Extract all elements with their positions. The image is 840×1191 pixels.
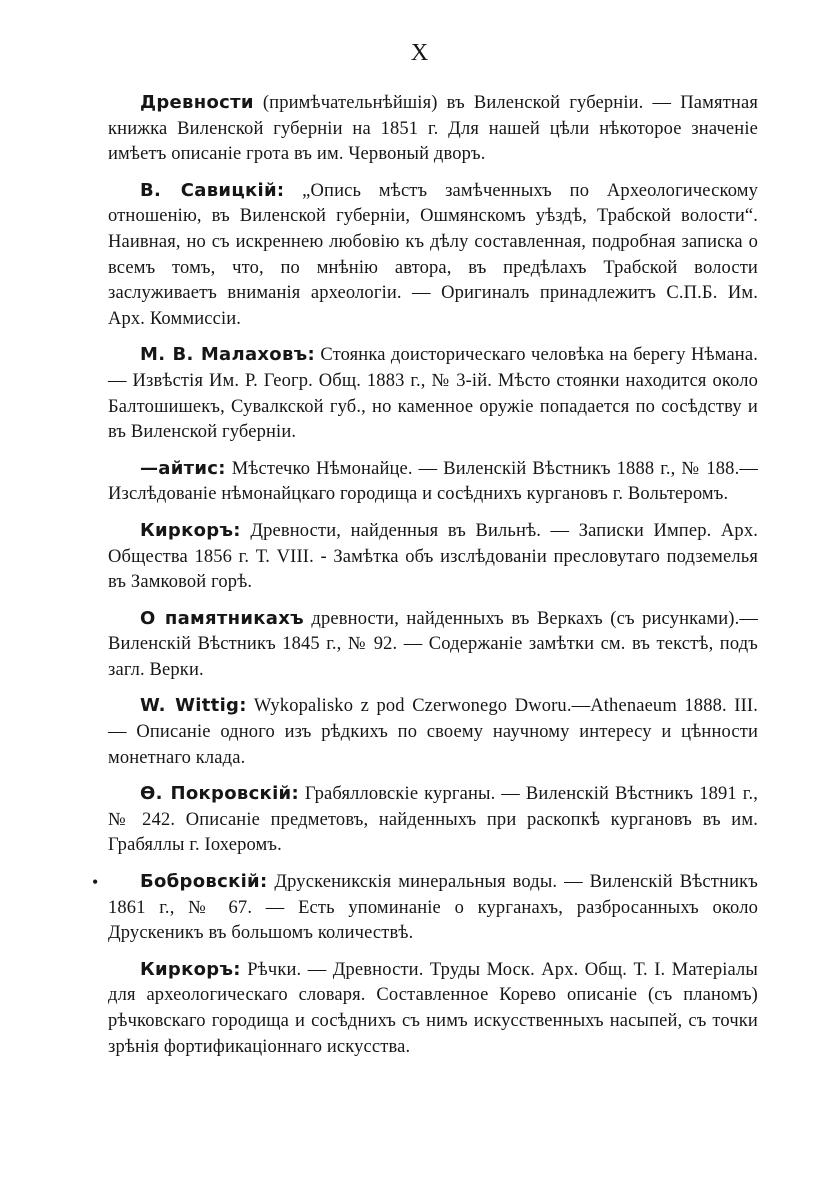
bibliography-entry [108, 693, 758, 771]
entry-text: Wykopalisko z pod Czerwonego Dworu.—Athenaeum 1888. III. — Описанiе одного изъ рѣдкихъ по своему научному интересу и цѣнности монетнаго клада. [108, 696, 758, 768]
entry-heading: Бобровскiй: [140, 871, 268, 893]
entry-heading: —айтис: [140, 457, 226, 479]
bibliography-entry [108, 869, 758, 947]
entry-heading: W. Wittig: [140, 695, 247, 717]
entry-heading: М. В. Малаховъ: [140, 344, 315, 366]
entry-text: (примѣчательнѣйшiя) въ Виленской губернiи. — Памятная книжка Виленской губернiи на 1851 г. Для нашей цѣли нѣкоторое значенiе имѣетъ описанiе грота въ им. Червоный дворъ. [108, 93, 758, 165]
bibliography-entry [108, 178, 758, 333]
entry-text: Друскеникскiя минеральныя воды. — Виленскiй Вѣстникъ 1861 г., № 67. — Есть упоминанiе о курганахъ, разбросанныхъ около Друскеникъ въ большомъ количествѣ. [108, 872, 758, 944]
entry-text: Рѣчки. — Древности. Труды Моск. Арх. Общ. Т. I. Матерiалы для археологическаго словаря. Составленное Корево описанiе (съ планомъ) рѣчковскаго городища и сосѣднихъ съ нимъ искусственныхъ насыпей, съ точки зрѣнiя фортификацiоннаго искусства. [108, 959, 758, 1057]
bibliography-entry [108, 342, 758, 445]
entry-text: Мѣстечко Нѣмонайце. — Виленскiй Вѣстникъ 1888 г., № 188.—Изслѣдованiе нѣмонайцкаго городища и сосѣднихъ кургановъ г. Вольтеромъ. [108, 458, 758, 505]
entry-text: Грабялловскiе курганы. — Виленскiй Вѣстникъ 1891 г., № 242. Описанiе предметовъ, найденныхъ при раскопкѣ кургановъ въ им. Грабяллы г. Iохеромъ. [108, 784, 758, 856]
bibliography-entry [108, 781, 758, 859]
bibliography-entry [108, 456, 758, 508]
entry-heading: О памятникахъ [140, 607, 304, 629]
entry-heading: Киркоръ: [140, 519, 241, 541]
entry-heading: В. Савицкiй: [140, 179, 285, 201]
entry-heading: Киркоръ: [140, 958, 241, 980]
bibliography-entries [108, 90, 758, 1070]
bibliography-entry [108, 518, 758, 596]
margin-mark: • [92, 872, 99, 892]
entry-text: „Опись мѣстъ замѣченныхъ по Археологическому отношенiю, въ Виленской губернiи, Ошмянскомъ уѣздѣ, Трабской волости“. Наивная, но съ искреннею любовiю къ дѣлу составленная, подробная записка о всемъ томъ, что, по мнѣнiю автора, въ предѣлахъ Трабской волости заслуживаетъ вниманiя археологiи. — Оригиналъ принадлежитъ С.П.Б. Им. Арх. Коммиссiи. [108, 180, 758, 329]
bibliography-entry [108, 90, 758, 168]
bibliography-entry [108, 957, 758, 1060]
bibliography-entry [108, 606, 758, 684]
entry-heading: Ѳ. Покровскiй: [140, 783, 299, 805]
entry-text: Стоянка доисторическаго человѣка на берегу Нѣмана. — Извѣстiя Им. Р. Геогр. Общ. 1883 г., № 3-iй. Мѣсто стоянки находится около Балтошишекъ, Сувалкской губ., но каменное оружiе попадается по сосѣдству и въ Виленской губернiи. [108, 345, 758, 443]
entry-heading: Древности [140, 92, 254, 113]
entry-text: Древности, найденныя въ Вильнѣ. — Записки Импер. Арх. Общества 1856 г. Т. VIII. - Замѣтка объ изслѣдованiи пресловутаго подземелья въ Замковой горѣ. [108, 520, 758, 593]
page-number: X [410, 40, 430, 66]
entry-text: древности, найденныхъ въ Веркахъ (съ рисунками).—Виленскiй Вѣстникъ 1845 г., № 92. — Содержанiе замѣтки см. въ текстѣ, подъ загл. Верки. [108, 608, 758, 680]
